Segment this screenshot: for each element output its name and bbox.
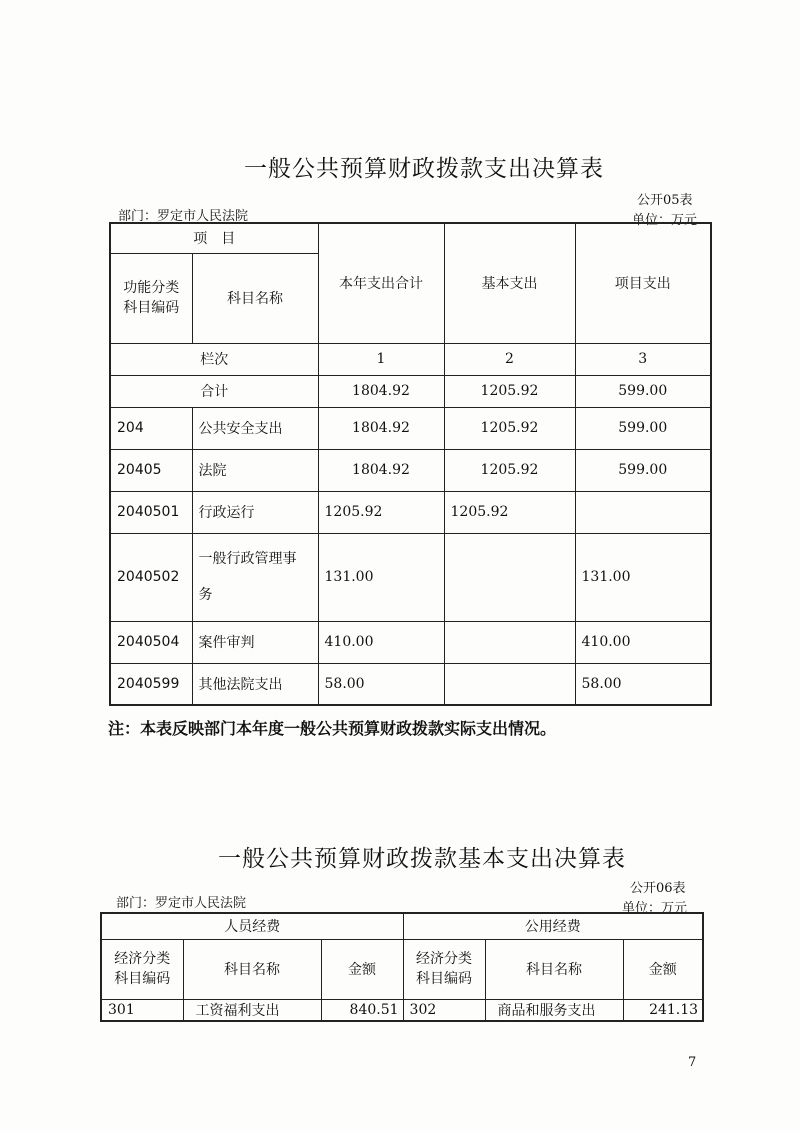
index-3: 3 bbox=[575, 343, 711, 375]
row-code: 2040502 bbox=[110, 533, 192, 621]
table05-department: 部门：罗定市人民法院 bbox=[118, 209, 249, 224]
row-project: 410.00 bbox=[575, 621, 711, 663]
row-code: 20405 bbox=[110, 449, 192, 491]
table-row bbox=[110, 407, 711, 449]
row-basic: 1205.92 bbox=[444, 449, 575, 491]
header-name-public: 科目名称 bbox=[485, 939, 623, 999]
table06-title: 一般公共预算财政拨款基本支出决算表 bbox=[218, 846, 626, 872]
row-code: 204 bbox=[110, 407, 192, 449]
row-project: 599.00 bbox=[575, 449, 711, 491]
row-name: 其他法院支出 bbox=[192, 663, 318, 705]
total-project: 599.00 bbox=[575, 375, 711, 407]
col-header-project: 项目支出 bbox=[575, 223, 711, 343]
table05-title: 一般公共预算财政拨款支出决算表 bbox=[244, 156, 604, 182]
row-p-amount: 840.51 bbox=[321, 999, 403, 1021]
row-name: 一般行政管理事务 bbox=[192, 533, 318, 621]
group-personnel: 人员经费 bbox=[101, 913, 403, 939]
table06-unit: 单位：万元 bbox=[622, 901, 688, 916]
row-project: 58.00 bbox=[575, 663, 711, 705]
index-1: 1 bbox=[318, 343, 444, 375]
header-name: 科目名称 bbox=[192, 253, 318, 343]
total-basic: 1205.92 bbox=[444, 375, 575, 407]
row-total: 1804.92 bbox=[318, 449, 444, 491]
table05-code: 公开05表 bbox=[637, 193, 693, 208]
table-row bbox=[101, 999, 703, 1021]
table06 bbox=[100, 912, 704, 1022]
row-g-amount: 241.13 bbox=[623, 999, 703, 1021]
row-name: 案件审判 bbox=[192, 621, 318, 663]
group-public: 公用经费 bbox=[403, 913, 703, 939]
row-code: 2040599 bbox=[110, 663, 192, 705]
row-basic bbox=[444, 621, 575, 663]
row-total: 1804.92 bbox=[318, 407, 444, 449]
table05-note: 注：本表反映部门本年度一般公共预算财政拨款实际支出情况。 bbox=[108, 719, 557, 738]
row-p-code: 301 bbox=[101, 999, 183, 1021]
table06-department: 部门：罗定市人民法院 bbox=[116, 896, 247, 911]
row-name: 法院 bbox=[192, 449, 318, 491]
row-basic: 1205.92 bbox=[444, 491, 575, 533]
row-basic: 1205.92 bbox=[444, 407, 575, 449]
row-project: 131.00 bbox=[575, 533, 711, 621]
row-code: 2040501 bbox=[110, 491, 192, 533]
row-g-name: 商品和服务支出 bbox=[485, 999, 623, 1021]
row-name: 行政运行 bbox=[192, 491, 318, 533]
table-row bbox=[110, 533, 711, 621]
header-amount-personnel: 金额 bbox=[321, 939, 403, 999]
row-total: 58.00 bbox=[318, 663, 444, 705]
row-total: 1205.92 bbox=[318, 491, 444, 533]
row-g-code: 302 bbox=[403, 999, 485, 1021]
table05-unit: 单位：万元 bbox=[632, 213, 698, 228]
row-project: 599.00 bbox=[575, 407, 711, 449]
header-code: 功能分类科目编码 bbox=[110, 253, 192, 343]
col-header-basic: 基本支出 bbox=[444, 223, 575, 343]
table06-code: 公开06表 bbox=[630, 881, 686, 896]
total-label: 合计 bbox=[110, 375, 318, 407]
row-code: 2040504 bbox=[110, 621, 192, 663]
row-basic bbox=[444, 663, 575, 705]
table-row bbox=[110, 491, 711, 533]
header-code-personnel: 经济分类科目编码 bbox=[101, 939, 183, 999]
row-name: 公共安全支出 bbox=[192, 407, 318, 449]
row-total: 131.00 bbox=[318, 533, 444, 621]
row-project bbox=[575, 491, 711, 533]
header-name-personnel: 科目名称 bbox=[183, 939, 321, 999]
col-header-total: 本年支出合计 bbox=[318, 223, 444, 343]
table05 bbox=[109, 222, 712, 706]
table-row bbox=[110, 663, 711, 705]
table-row bbox=[110, 621, 711, 663]
header-item: 项 目 bbox=[110, 223, 318, 253]
row-p-name: 工资福利支出 bbox=[183, 999, 321, 1021]
header-amount-public: 金额 bbox=[623, 939, 703, 999]
index-2: 2 bbox=[444, 343, 575, 375]
row-basic bbox=[444, 533, 575, 621]
index-label: 栏次 bbox=[110, 343, 318, 375]
table-row bbox=[110, 449, 711, 491]
row-total: 410.00 bbox=[318, 621, 444, 663]
total-sum: 1804.92 bbox=[318, 375, 444, 407]
header-code-public: 经济分类科目编码 bbox=[403, 939, 485, 999]
page-number: 7 bbox=[688, 1055, 697, 1070]
